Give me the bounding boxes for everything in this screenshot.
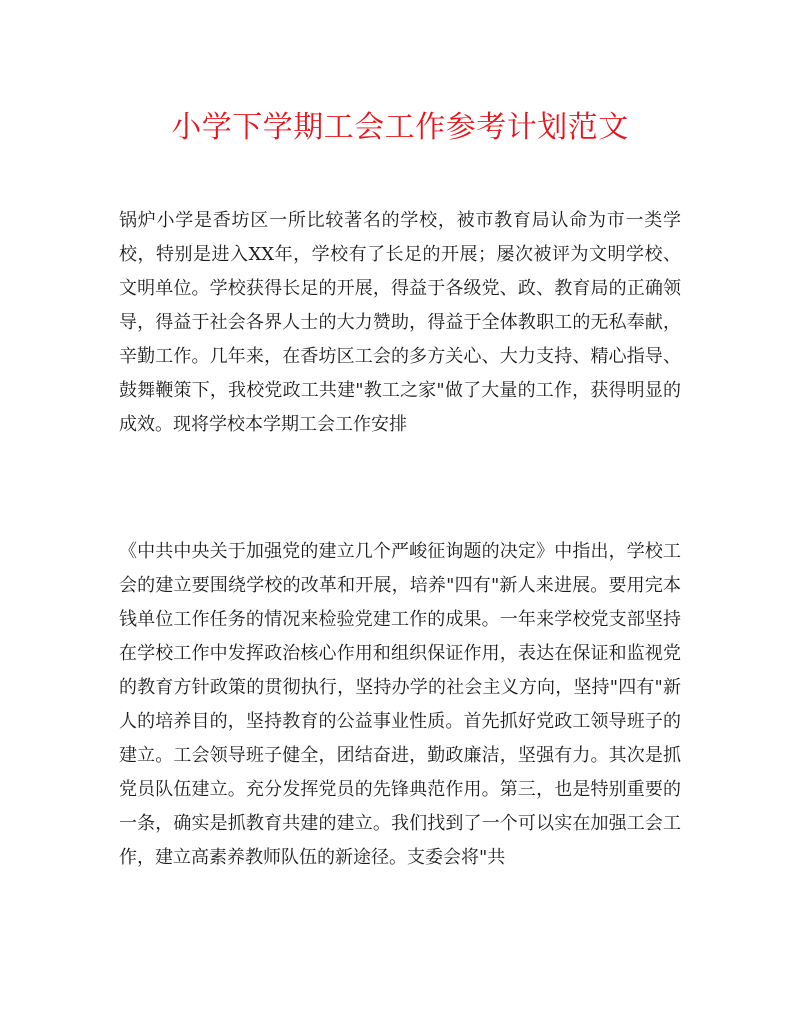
body-paragraph-2: 《中共中央关于加强党的建立几个严峻征询题的决定》中指出，学校工会的建立要围绕学校的改革和开展，培养"四有"新人来进展。要用完本钱单位工作任务的情况来检验党建工作的成果。一年来学校党支部坚持在学校工作中发挥政治核心作用和组织保证作用，表达在保证和监视党的教育方针政策的贯彻执行，坚持办学的社会主义方向，坚持"四有"新人的培养目的，坚持教育的公益事业性质。首先抓好党政工领导班子的建立。工会领导班子健全，团结奋进，勤政廉洁，坚强有力。其次是抓党员队伍建立。充分发挥党员的先锋典范作用。第三，也是特别重要的一条，确实是抓教育共建的建立。我们找到了一个可以实在加强工会工作，建立高素养教师队伍的新途径。支委会将"共 [119, 541, 681, 868]
document-title: 小学下学期工会工作参考计划范文 [171, 110, 629, 145]
body-paragraph-1: 锅炉小学是香坊区一所比较著名的学校，被市教育局认命为市一类学校，特别是进入XX年，学校有了长足的开展；屡次被评为文明学校、文明单位。学校获得长足的开展，得益于各级党、政、教育局的正确领导，得益于社会各界人士的大力赞助，得益于全体教职工的无私奉献，辛勤工作。几年来，在香坊区工会的多方关心、大力支持、精心指导、鼓舞鞭策下，我校党政工共建"教工之家"做了大量的工作，获得明显的成效。现将学校本学期工会工作安排 [119, 210, 681, 435]
